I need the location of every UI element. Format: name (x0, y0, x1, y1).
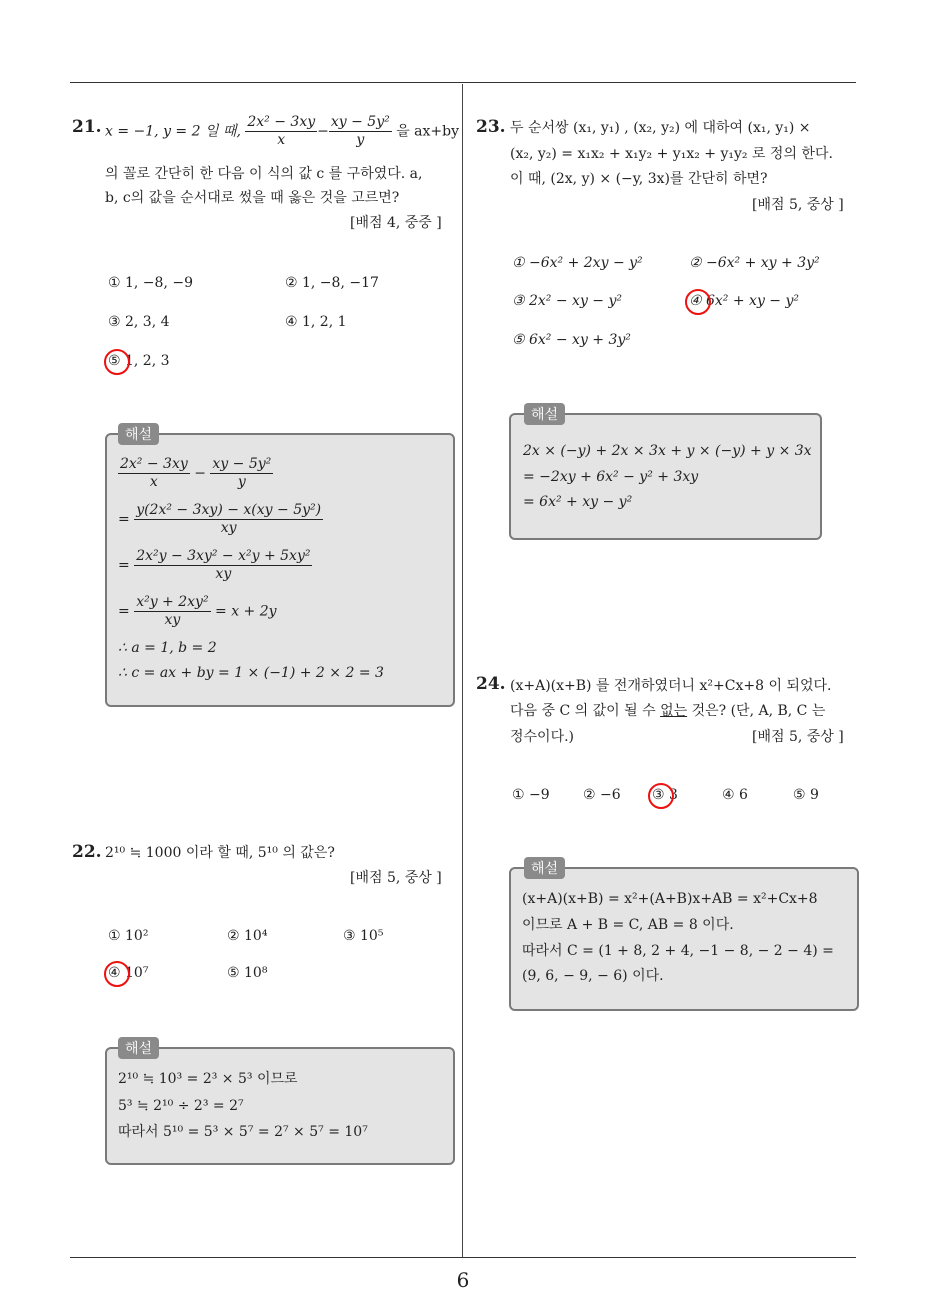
q24-solution-step4: (9, 6, − 9, − 6) 이다. (522, 968, 664, 984)
q21-frac2-den: y (356, 132, 365, 148)
q21-sol-eq4: = (118, 603, 130, 620)
question-21-number: 21. (72, 117, 102, 137)
q24-line2-underlined: 없는 (660, 703, 688, 719)
question-23-line1: 두 순서쌍 (x₁, y₁) , (x₂, y₂) 에 대하여 (x₁, y₁) × (510, 120, 811, 136)
question-24-number: 24. (476, 674, 506, 694)
question-23-line3: 이 때, (2x, y) × (−y, 3x)를 간단히 하면? (510, 171, 768, 187)
q22-option-2[interactable]: ② 10⁴ (227, 928, 268, 944)
q24-option-4[interactable]: ④ 6 (722, 787, 748, 803)
question-21-score: [배점 4, 중중 ] (350, 215, 442, 231)
q24-option-5[interactable]: ⑤ 9 (793, 787, 819, 803)
q21-sol-frac4 (134, 548, 312, 583)
q21-sol-frac3 (134, 502, 323, 537)
question-24-score: [배점 5, 중상 ] (752, 729, 844, 745)
q21-sol-frac3-num: y(2x² − 3xy) − x(xy − 5y²) (136, 502, 322, 518)
q21-sol-eq2: = (118, 511, 130, 528)
q21-solution-step6: ∴ c = ax + by = 1 × (−1) + 2 × 2 = 3 (118, 665, 384, 681)
bottom-rule (70, 1257, 856, 1258)
q24-answer-mark (648, 783, 674, 809)
q22-option-1[interactable]: ① 10² (108, 928, 149, 944)
top-rule (70, 82, 856, 83)
q22-solution-step3: 따라서 5¹⁰ = 5³ × 5⁷ = 2⁷ × 5⁷ = 10⁷ (118, 1124, 368, 1140)
q24-solution-step3: 따라서 C = (1 + 8, 2 + 4, −1 − 8, − 2 − 4) = (522, 943, 834, 959)
q23-solution-step2: = −2xy + 6x² − y² + 3xy (523, 469, 699, 485)
q21-sol-eq3: = (118, 557, 130, 574)
q21-option-5[interactable]: ⑤ 1, 2, 3 (108, 353, 170, 369)
q22-option-3[interactable]: ③ 10⁵ (343, 928, 384, 944)
q21-sol-frac4-den: xy (215, 566, 232, 582)
column-divider (462, 84, 463, 1258)
question-23-score: [배점 5, 중상 ] (752, 197, 844, 213)
q21-answer-mark (104, 349, 130, 375)
q24-solution-step1: (x+A)(x+B) = x²+(A+B)x+AB = x²+Cx+8 (522, 891, 818, 907)
q23-option-5[interactable]: ⑤ 6x² − xy + 3y² (512, 332, 631, 348)
q24-line2-pre: 다음 중 C 의 값이 될 수 (510, 703, 661, 719)
q21-sol-frac2-den: y (237, 474, 246, 490)
q21-sol-frac2 (210, 456, 273, 491)
q21-sol-minus: − (194, 465, 206, 482)
q24-option-3[interactable]: ③ 3 (652, 787, 678, 803)
q21-sol-frac1-num: 2x² − 3xy (120, 456, 188, 472)
q21-sol-frac5-num: x²y + 2xy² (136, 594, 209, 610)
question-22-score: [배점 5, 중상 ] (350, 870, 442, 886)
q22-option-4[interactable]: ④ 10⁷ (108, 965, 149, 981)
q23-solution-tag: 해설 (524, 403, 565, 425)
q21-sol-frac1-den: x (149, 474, 158, 490)
q21-sol-frac3-den: xy (220, 520, 237, 536)
q24-line2-post: 것은? (단, A, B, C 는 (687, 703, 826, 719)
q22-answer-mark (104, 961, 130, 987)
q21-option-2[interactable]: ② 1, −8, −17 (285, 275, 379, 291)
page-number: 6 (456, 1268, 470, 1292)
q21-solution-tag: 해설 (118, 423, 159, 445)
q21-sol-frac2-num: xy − 5y² (212, 456, 272, 472)
q23-option-2[interactable]: ② −6x² + xy + 3y² (689, 255, 820, 271)
question-21-line3: b, c의 값을 순서대로 썼을 때 옳은 것을 고르면? (105, 190, 400, 206)
q22-solution-tag: 해설 (118, 1037, 159, 1059)
q22-solution-step1: 2¹⁰ ≒ 10³ = 2³ × 5³ 이므로 (118, 1071, 298, 1087)
q22-solution-step2: 5³ ≒ 2¹⁰ ÷ 2³ = 2⁷ (118, 1098, 244, 1114)
question-22-number: 22. (72, 842, 102, 862)
question-23-line2: (x₂, y₂) = x₁x₂ + x₁y₂ + y₁x₂ + y₁y₂ 로 정의 한다. (510, 146, 833, 162)
q21-sol-frac5-den: xy (164, 612, 181, 628)
q21-frac2-num: xy − 5y² (330, 114, 390, 130)
q23-solution-step3: = 6x² + xy − y² (523, 494, 633, 510)
q21-option-4[interactable]: ④ 1, 2, 1 (285, 314, 347, 330)
q21-sol-frac4-num: 2x²y − 3xy² − x²y + 5xy² (136, 548, 311, 564)
question-21-line1 (105, 114, 459, 149)
q21-condition: x = −1, y = 2 일 때, (105, 123, 241, 140)
q23-option-1[interactable]: ① −6x² + 2xy − y² (512, 255, 643, 271)
q21-fraction-1 (245, 114, 317, 149)
q21-solution-step2 (118, 502, 323, 537)
q24-option-2[interactable]: ② −6 (583, 787, 621, 803)
q21-solution-step3 (118, 548, 312, 583)
q21-sol-frac5 (134, 594, 210, 629)
q21-line1-post: 을 ax+by (396, 123, 460, 140)
q21-minus: − (317, 123, 329, 140)
q21-fraction-2 (329, 114, 392, 149)
q21-frac1-den: x (277, 132, 286, 148)
q21-sol-frac1 (118, 456, 190, 491)
q21-solution-step1 (118, 456, 273, 491)
q24-option-1[interactable]: ① −9 (512, 787, 550, 803)
q21-option-3[interactable]: ③ 2, 3, 4 (108, 314, 170, 330)
q21-frac1-num: 2x² − 3xy (247, 114, 316, 130)
question-21-line2: 의 꼴로 간단히 한 다음 이 식의 값 c 를 구하였다. a, (105, 166, 423, 182)
question-24-line2 (510, 701, 825, 721)
q23-answer-mark (685, 289, 711, 315)
q23-option-3[interactable]: ③ 2x² − xy − y² (512, 293, 623, 309)
q21-solution-step5: ∴ a = 1, b = 2 (118, 640, 217, 656)
q21-solution-step4 (118, 594, 277, 629)
q24-solution-step2: 이므로 A + B = C, AB = 8 이다. (522, 917, 734, 933)
q21-option-1[interactable]: ① 1, −8, −9 (108, 275, 193, 291)
q23-solution-step1: 2x × (−y) + 2x × 3x + y × (−y) + y × 3x (523, 443, 812, 459)
question-24-line3: 정수이다.) (510, 729, 575, 745)
q24-solution-tag: 해설 (524, 857, 565, 879)
question-24-line1: (x+A)(x+B) 를 전개하였더니 x²+Cx+8 이 되었다. (510, 678, 832, 694)
q22-option-5[interactable]: ⑤ 10⁸ (227, 965, 268, 981)
question-23-number: 23. (476, 117, 506, 137)
q21-sol-step4-post: = x + 2y (215, 603, 277, 620)
q23-option-4[interactable]: ④ 6x² + xy − y² (689, 293, 800, 309)
question-22-line1: 2¹⁰ ≒ 1000 이라 할 때, 5¹⁰ 의 값은? (105, 845, 335, 861)
